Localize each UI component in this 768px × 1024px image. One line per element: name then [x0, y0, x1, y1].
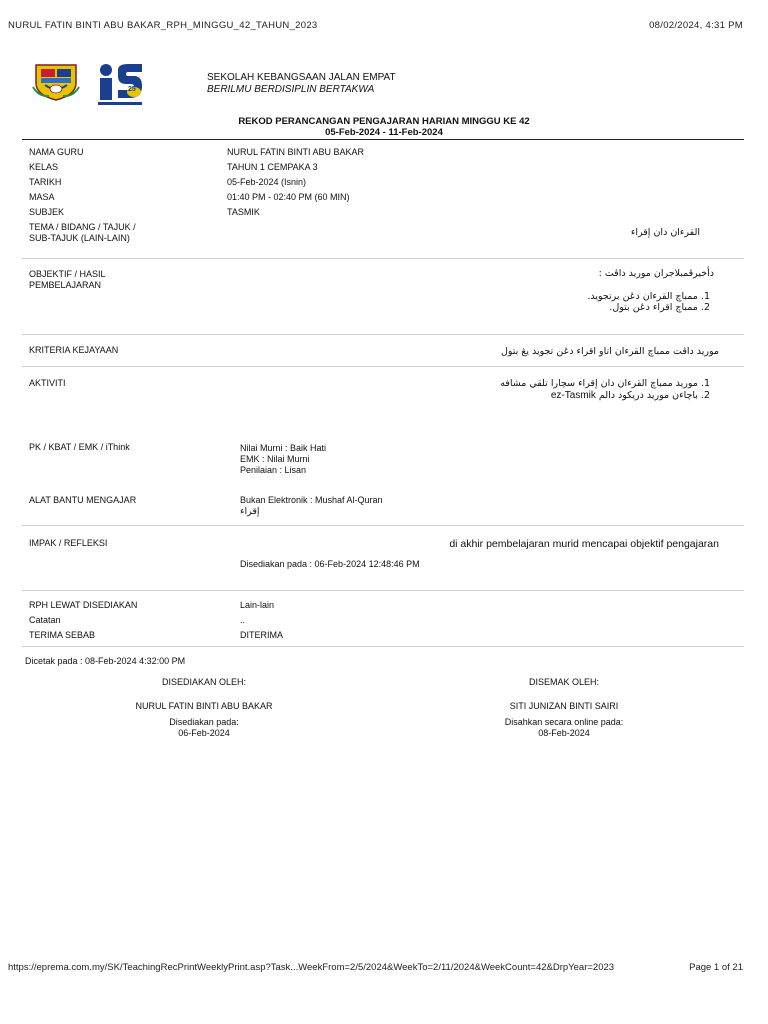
aktiviti-item-text: باچاءن موريد دريكود دالم [598, 390, 698, 401]
print-document-name: NURUL FATIN BINTI ABU BAKAR_RPH_MINGGU_42_TAHUN_2023 [8, 20, 318, 31]
pk-line: EMK : Nilai Murni [240, 454, 310, 464]
prepared-date-label: Disediakan pada: [169, 717, 239, 727]
alat-label: ALAT BANTU MENGAJAR [29, 495, 137, 505]
kriteria-label: KRITERIA KEJAYAAN [29, 345, 119, 355]
objektif-item-text: ممباچ اقراء دڠن بتول. [609, 302, 698, 313]
objektif-label-line1: OBJEKTIF / HASIL [29, 269, 106, 279]
aktiviti-item [500, 378, 710, 389]
school-motto: BERILMU BERDISIPLIN BERTAKWA [207, 84, 375, 95]
prepared-heading: DISEDIAKAN OLEH: [161, 677, 247, 687]
tarikh-label: TARIKH [29, 177, 62, 187]
print-datetime: 08/02/2024, 4:31 PM [649, 20, 743, 31]
divider [22, 646, 744, 647]
checked-date-label: Disahkan secara online pada: [504, 717, 624, 727]
masa-value: 01:40 PM - 02:40 PM (60 MIN) [227, 192, 350, 202]
subjek-value: TASMIK [227, 207, 260, 217]
catatan-value: .. [240, 615, 246, 625]
aktiviti-item-text: موريد ممباچ القرءان دان إقراء سچارا تلقي مشافه [500, 378, 698, 389]
print-footer-page: Page 1 of 21 [689, 962, 743, 973]
prepared-date: 06-Feb-2024 [178, 728, 230, 738]
objektif-item-number: 2. [700, 302, 710, 313]
objektif-intro: دأخيرڤمبلاجران موريد داڤت : [598, 268, 714, 279]
pk-line: Nilai Murni : Baik Hati [240, 443, 327, 453]
alat-line: Bukan Elektronik : Mushaf Al-Quran [240, 495, 383, 505]
kelas-value: TAHUN 1 CEMPAKA 3 [227, 162, 318, 172]
school-crest-logo [31, 63, 81, 101]
rph-lewat-label: RPH LEWAT DISEDIAKAN [29, 600, 138, 610]
kelas-label: KELAS [29, 162, 59, 172]
kriteria-value: موريد داڤت ممباچ القرءان اتاو اقراء دڠن تجويد يڠ بتول [500, 346, 719, 357]
impak-value: di akhir pembelajaran murid mencapai objektif pengajaran [449, 538, 719, 550]
aktiviti-item-number: 2. [700, 390, 710, 401]
impak-prepared-at: Disediakan pada : 06-Feb-2024 12:48:46 PM [240, 559, 420, 569]
nama-guru-label: NAMA GURU [29, 147, 84, 157]
logo-badge-text: 25 [128, 86, 136, 93]
record-date-range: 05-Feb-2024 - 11-Feb-2024 [325, 127, 443, 138]
checked-name: SITI JUNIZAN BINTI SAIRI [509, 701, 619, 711]
print-footer-url: https://eprema.com.my/SK/TeachingRecPrintWeeklyPrint.asp?Task...WeekFrom=2/5/2024&WeekTo=2/11/2024&WeekCount=42&DrpYear=2023 [8, 962, 615, 973]
terima-value: DITERIMA [240, 630, 284, 640]
objektif-label-line2: PEMBELAJARAN [29, 280, 102, 290]
school-name: SEKOLAH KEBANGSAAN JALAN EMPAT [207, 72, 396, 83]
aktiviti-item [551, 390, 710, 401]
tema-value: القرءان دان إقراء [630, 227, 700, 238]
checked-heading: DISEMAK OLEH: [528, 677, 600, 687]
anniversary-logo [94, 60, 146, 108]
divider [22, 366, 744, 367]
title-divider [22, 139, 744, 140]
impak-label: IMPAK / REFLEKSI [29, 538, 108, 548]
printed-at: Dicetak pada : 08-Feb-2024 4:32:00 PM [25, 656, 186, 666]
pk-line: Penilaian : Lisan [240, 465, 307, 475]
tarikh-value: 05-Feb-2024 (Isnin) [227, 177, 307, 187]
masa-label: MASA [29, 192, 55, 202]
aktiviti-item-suffix: ez-Tasmik [550, 390, 596, 401]
aktiviti-item-number: 1. [700, 378, 710, 389]
checked-date: 08-Feb-2024 [538, 728, 590, 738]
divider [22, 525, 744, 526]
objektif-item [609, 302, 710, 313]
record-title: REKOD PERANCANGAN PENGAJARAN HARIAN MINGGU KE 42 [238, 116, 530, 127]
divider [22, 334, 744, 335]
objektif-item [587, 291, 710, 302]
objektif-item-text: ممباچ القرءان دڠن برتجويد. [587, 291, 698, 302]
objektif-item-number: 1. [700, 291, 710, 302]
rph-lewat-value: Lain-lain [240, 600, 275, 610]
catatan-label: Catatan [29, 615, 61, 625]
pk-label: PK / KBAT / EMK / iThink [29, 442, 130, 452]
divider [22, 590, 744, 591]
alat-line: إقراء [240, 506, 260, 517]
divider [22, 258, 744, 259]
terima-label: TERIMA SEBAB [29, 630, 96, 640]
prepared-name: NURUL FATIN BINTI ABU BAKAR [135, 701, 273, 711]
tema-label-line2: SUB-TAJUK (LAIN-LAIN) [29, 233, 130, 243]
aktiviti-label: AKTIVITI [29, 378, 66, 388]
subjek-label: SUBJEK [29, 207, 65, 217]
tema-label-line1: TEMA / BIDANG / TAJUK / [29, 222, 136, 232]
nama-guru-value: NURUL FATIN BINTI ABU BAKAR [227, 147, 365, 157]
